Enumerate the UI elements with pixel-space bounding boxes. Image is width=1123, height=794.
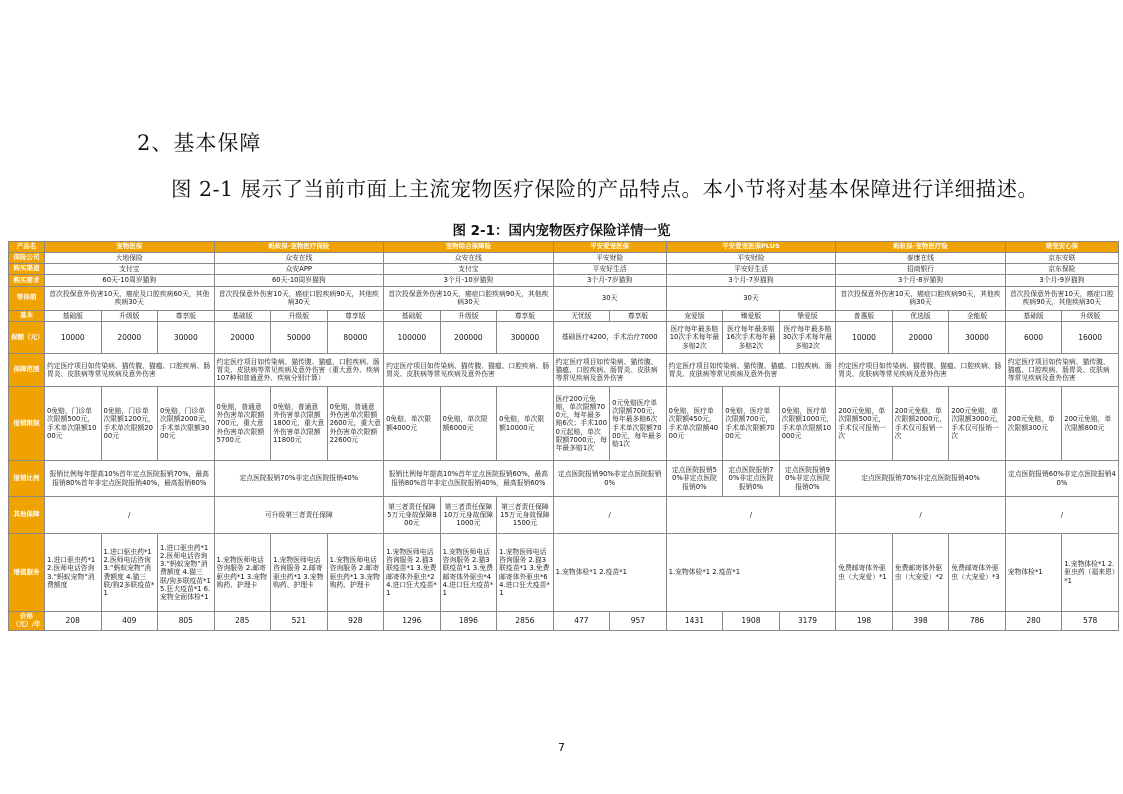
price-cell: 805 xyxy=(158,612,215,631)
limit-cell: 200元免赔，单次限额500元，手术仅可报销一次 xyxy=(836,387,893,461)
price-cell: 2856 xyxy=(497,612,554,631)
tier-cell: 升级版 xyxy=(271,310,328,321)
amount-cell: 基础医疗4200，手术治疗7000 xyxy=(553,322,666,354)
service-cell: 免费邮寄体外驱虫（大宠爱）*1 xyxy=(836,534,893,612)
label-ratio: 报销比例 xyxy=(9,461,45,497)
channel-cell: 支付宝 xyxy=(384,264,554,275)
price-cell: 208 xyxy=(45,612,102,631)
tier-cell: 尊享版 xyxy=(497,310,554,321)
amount-cell: 30000 xyxy=(158,322,215,354)
price-cell: 521 xyxy=(271,612,328,631)
tier-cell: 普惠版 xyxy=(836,310,893,321)
limit-cell: 200元免赔，单次限额800元 xyxy=(1062,387,1119,461)
label-amount: 保额（元） xyxy=(9,322,45,354)
price-cell: 285 xyxy=(214,612,271,631)
company-cell: 京东安联 xyxy=(1005,252,1118,263)
age-row xyxy=(9,275,1119,286)
product-name: 宠物医保 xyxy=(45,242,215,253)
waiting-cell: 首次投保意外伤害10天，癌症及口腔疾病60天，其他疾病30天 xyxy=(45,286,215,310)
label-price: 价格（元）/年 xyxy=(9,612,45,631)
amount-cell: 医疗每年最多赔16次手术每年最多赔2次 xyxy=(723,322,780,354)
label-company: 保险公司 xyxy=(9,252,45,263)
price-row xyxy=(9,612,1119,631)
other-cell: / xyxy=(666,497,836,534)
tier-cell: 基础版 xyxy=(45,310,102,321)
age-cell: 60天-10周岁猫狗 xyxy=(45,275,215,286)
age-cell: 60天-10周岁猫狗 xyxy=(214,275,384,286)
limit-cell: 0免赔，单次限额6000元 xyxy=(440,387,497,461)
tier-cell: 无忧版 xyxy=(553,310,610,321)
tier-cell: 升级版 xyxy=(440,310,497,321)
limit-cell: 0元免赔医疗单次限额700元，每年最多赔6次手术单次限额7000元，每年最多赔1次 xyxy=(610,387,667,461)
channel-cell: 平安好生活 xyxy=(553,264,666,275)
label-scope: 保障范围 xyxy=(9,354,45,387)
amount-cell: 10000 xyxy=(45,322,102,354)
other-cell: / xyxy=(836,497,1006,534)
limit-cell: 200元免赔，单次限额2000元，手术仅可报销一次 xyxy=(892,387,949,461)
other-cell: / xyxy=(553,497,666,534)
label-waiting: 等待期 xyxy=(9,286,45,310)
channel-cell: 支付宝 xyxy=(45,264,215,275)
table-caption: 图 2-1：国内宠物医疗保险详情一览 xyxy=(452,223,671,239)
other-cell: 可升级第三者责任保障 xyxy=(214,497,384,534)
service-cell: 免费邮寄体外驱虫（大宠爱）*3 xyxy=(949,534,1006,612)
limit-cell: 0免赔，医疗单次限额700元，手术单次限额7000元 xyxy=(723,387,780,461)
price-cell: 398 xyxy=(892,612,949,631)
price-cell: 578 xyxy=(1062,612,1119,631)
waiting-cell: 30天 xyxy=(666,286,836,310)
ratio-cell: 定点医院报销90%非定点医院报销0% xyxy=(779,461,836,497)
pet-insurance-table xyxy=(8,241,1119,631)
limit-cell: 0免赔，普通意外伤害单次限额1800元，重大意外伤害单次限额11800元 xyxy=(271,387,328,461)
service-cell: 1.宠物医师电话咨询服务 2.邮寄驱虫药*1 3.宠物购药、护理卡 xyxy=(327,534,384,612)
other-cell: / xyxy=(1005,497,1118,534)
company-row xyxy=(9,252,1119,263)
amount-cell: 30000 xyxy=(949,322,1006,354)
price-cell: 957 xyxy=(610,612,667,631)
product-name: 宠物综合保障险 xyxy=(384,242,554,253)
amount-row xyxy=(9,322,1119,354)
scope-cell: 约定医疗项目如传染病、猫传腹、猫瘟、口腔疾病、肠胃炎、皮肤病等常见疾病及意外伤害 xyxy=(666,354,836,387)
price-cell: 1431 xyxy=(666,612,723,631)
scope-cell: 约定医疗项目如传染病、猫传腹、猫瘟、口腔疾病、肠胃炎、皮肤病等常见疾病及意外伤害 xyxy=(45,354,215,387)
limit-cell: 医疗200元免赔，单次限额700元，每年最多赔6次；手术1000元起赔，单次限额7000元，每年最多赔1次 xyxy=(553,387,610,461)
amount-cell: 16000 xyxy=(1062,322,1119,354)
company-cell: 平安财险 xyxy=(553,252,666,263)
tier-cell: 尊享版 xyxy=(610,310,667,321)
other-cell: / xyxy=(45,497,215,534)
other-cell: 第三者责任保障15万元身故保障1500元 xyxy=(497,497,554,534)
waiting-cell: 首次投保意外伤害10天，癌症口腔疾病90天，其他疾病30天 xyxy=(836,286,1006,310)
amount-cell: 10000 xyxy=(836,322,893,354)
page-number: 7 xyxy=(558,741,565,754)
channel-cell: 众安APP xyxy=(214,264,384,275)
amount-cell: 100000 xyxy=(384,322,441,354)
label-service: 增值服务 xyxy=(9,534,45,612)
service-cell: 1.宠物医师电话咨询服务 2.猫3联疫苗*1 3.免费邮寄体外驱虫*4 4.进口狂犬疫苗*1 xyxy=(440,534,497,612)
age-cell: 3个月-9岁猫狗 xyxy=(1005,275,1118,286)
tier-cell: 基础版 xyxy=(1005,310,1062,321)
ratio-cell: 报销比例每年提高10%首年定点医院报销60%，最高报销80%首年非定点医院报销40%，最高报销60% xyxy=(384,461,554,497)
limit-cell: 0免赔，门诊单次限额500元，手术单次限额1000元 xyxy=(45,387,102,461)
price-cell: 409 xyxy=(101,612,158,631)
company-cell: 泰康在线 xyxy=(836,252,1006,263)
service-cell: 1.宠物医师电话咨询服务 2.邮寄驱虫药*1 3.宠物购药、护理卡 xyxy=(214,534,271,612)
limit-cell: 200元免赔，单次限额3000元，手术仅可报销一次 xyxy=(949,387,1006,461)
ratio-cell: 定点医院报销50%非定点医院报销0% xyxy=(666,461,723,497)
service-cell: 1.进口驱虫药*1 2.医师电话咨询 3.“蚂蚁宠物”消费额度 xyxy=(45,534,102,612)
channel-row xyxy=(9,264,1119,275)
service-cell: 1.宠物医师电话咨询服务 2.邮寄驱虫药*1 3.宠物购药、护理卡 xyxy=(271,534,328,612)
tier-cell: 臻爱版 xyxy=(723,310,780,321)
scope-cell: 约定医疗项目如传染病、猫传腹、猫瘟、口腔疾病、肠胃炎、皮肤病等常见疾病及意外伤害 xyxy=(1005,354,1118,387)
product-name: 蚂蚁保-宠物医疗险 xyxy=(836,242,1006,253)
product-name: 萌宠安心保 xyxy=(1005,242,1118,253)
ratio-cell: 报销比例每年提高10%首年定点医院报销70%，最高报销80%首年非定点医院报销40%，最高报销60% xyxy=(45,461,215,497)
label-age: 购买要求 xyxy=(9,275,45,286)
channel-cell: 招商银行 xyxy=(836,264,1006,275)
company-cell: 众安在线 xyxy=(214,252,384,263)
limit-row xyxy=(9,387,1119,461)
tier-cell: 升级版 xyxy=(1062,310,1119,321)
scope-cell: 约定医疗项目如传染病、猫传腹、猫瘟、口腔疾病、肠胃炎、皮肤病等常见疾病及意外伤害 xyxy=(553,354,666,387)
service-cell: 1.进口驱虫药*1 2.医师电话咨询 3.“蚂蚁宠物”消费额度 4.猫三联/狗2多联疫苗*1 xyxy=(101,534,158,612)
age-cell: 3个月-7岁猫狗 xyxy=(666,275,836,286)
product-name: 平安爱宠医保PLUS xyxy=(666,242,836,253)
product-name: 平安爱宠医保 xyxy=(553,242,666,253)
service-cell: 1.宠物医师电话咨询服务 2.猫3联疫苗*1 3.免费邮寄体外驱虫*6 4.进口狂犬疫苗*1 xyxy=(497,534,554,612)
tier-cell: 尊享版 xyxy=(158,310,215,321)
service-cell: 1.宠物体检*1 2.疫苗*1 xyxy=(666,534,836,612)
other-cell: 第三者责任保障10万元身故保障1000元 xyxy=(440,497,497,534)
price-cell: 1908 xyxy=(723,612,780,631)
other-cell: 第三者责任保障5万元身故保障800元 xyxy=(384,497,441,534)
ratio-row xyxy=(9,461,1119,497)
tier-cell: 基础版 xyxy=(384,310,441,321)
ratio-cell: 定点医院报销70%非定点医院报销40% xyxy=(214,461,384,497)
section-heading: 2、基本保障 xyxy=(137,131,262,155)
tier-cell: 升级版 xyxy=(101,310,158,321)
tier-cell: 优选版 xyxy=(892,310,949,321)
limit-cell: 0免赔，医疗单次限额1000元，手术单次限额10000元 xyxy=(779,387,836,461)
age-cell: 3个月-7岁猫狗 xyxy=(553,275,666,286)
waiting-cell: 首次投保意外伤害10天，癌症口腔疾病90天，其他疾病30天 xyxy=(384,286,554,310)
scope-cell: 约定医疗项目如传染病、猫传腹、猫瘟、口腔疾病、肠胃炎、皮肤病等常见疾病及意外伤害（重大意外、疾病107种和普通意外、疾病分别计算） xyxy=(214,354,384,387)
tier-cell: 基础版 xyxy=(214,310,271,321)
limit-cell: 0免赔，普通意外伤害单次限额2600元，重大意外伤害单次限额22600元 xyxy=(327,387,384,461)
price-cell: 1296 xyxy=(384,612,441,631)
service-cell: 宠物体检*1 xyxy=(1005,534,1062,612)
service-cell: 1.进口驱虫药*1 2.医师电话咨询 3.“蚂蚁宠物”消费额度 4.猫三联/狗多联疫苗*1 5.狂犬疫苗*1 6.宠物全面体检*1 xyxy=(158,534,215,612)
limit-cell: 0免赔，单次限额4000元 xyxy=(384,387,441,461)
limit-cell: 0免赔，门诊单次限额2000元，手术单次限额3000元 xyxy=(158,387,215,461)
price-cell: 198 xyxy=(836,612,893,631)
tier-cell: 挚爱版 xyxy=(779,310,836,321)
service-row xyxy=(9,534,1119,612)
amount-cell: 20000 xyxy=(101,322,158,354)
service-cell: 1.宠物医师电话咨询服务 2.猫3联疫苗*1 3.免费邮寄体外驱虫*2 4.进口狂犬疫苗*1 xyxy=(384,534,441,612)
scope-cell: 约定医疗项目如传染病、猫传腹、猫瘟、口腔疾病、肠胃炎、皮肤病等常见疾病及意外伤害 xyxy=(384,354,554,387)
amount-cell: 医疗每年最多赔30次手术每年最多赔2次 xyxy=(779,322,836,354)
amount-cell: 50000 xyxy=(271,322,328,354)
price-cell: 786 xyxy=(949,612,1006,631)
limit-cell: 200元免赔，单次限额300元 xyxy=(1005,387,1062,461)
price-cell: 928 xyxy=(327,612,384,631)
limit-cell: 0免赔，普通意外伤害单次限额700元，重大意外伤害单次限额5700元 xyxy=(214,387,271,461)
amount-cell: 医疗每年最多赔10次手术每年最多赔2次 xyxy=(666,322,723,354)
product-row xyxy=(9,242,1119,253)
other-row xyxy=(9,497,1119,534)
limit-cell: 0免赔，医疗单次限额450元，手术单次限额4000元 xyxy=(666,387,723,461)
label-basic: 基本 xyxy=(9,310,45,321)
amount-cell: 20000 xyxy=(892,322,949,354)
waiting-row xyxy=(9,286,1119,310)
intro-paragraph: 图 2-1 展示了当前市面上主流宠物医疗保险的产品特点。本小节将对基本保障进行详细描述。 xyxy=(171,177,1039,201)
channel-cell: 平安好生活 xyxy=(666,264,836,275)
waiting-cell: 首次投保意外伤害10天，癌症口腔疾病90天，其他疾病30天 xyxy=(214,286,384,310)
channel-cell: 京东保险 xyxy=(1005,264,1118,275)
limit-cell: 0免赔，单次限额10000元 xyxy=(497,387,554,461)
price-cell: 3179 xyxy=(779,612,836,631)
label-product: 产品名 xyxy=(9,242,45,253)
service-cell: 免费邮寄体外驱虫（大宠爱）*2 xyxy=(892,534,949,612)
label-limit: 报销限制 xyxy=(9,387,45,461)
price-cell: 280 xyxy=(1005,612,1062,631)
ratio-cell: 定点医院报销60%非定点医院报销40% xyxy=(1005,461,1118,497)
company-cell: 平安财险 xyxy=(666,252,836,263)
amount-cell: 20000 xyxy=(214,322,271,354)
age-cell: 3个月-10岁猫狗 xyxy=(384,275,554,286)
amount-cell: 80000 xyxy=(327,322,384,354)
company-cell: 大地保险 xyxy=(45,252,215,263)
limit-cell: 0免赔，门诊单次限额1200元，手术单次限额2000元 xyxy=(101,387,158,461)
service-cell: 1.宠物体检*1 2.驱虫药（福来恩）*1 xyxy=(1062,534,1119,612)
service-cell: 1.宠物体检*1 2.疫苗*1 xyxy=(553,534,666,612)
amount-cell: 200000 xyxy=(440,322,497,354)
price-cell: 1896 xyxy=(440,612,497,631)
label-channel: 购买渠道 xyxy=(9,264,45,275)
waiting-cell: 30天 xyxy=(553,286,666,310)
amount-cell: 300000 xyxy=(497,322,554,354)
ratio-cell: 定点医院报销70%非定点医院报销0% xyxy=(723,461,780,497)
amount-cell: 6000 xyxy=(1005,322,1062,354)
waiting-cell: 首次投保意外伤害10天，癌症口腔疾病90天，其他疾病30天 xyxy=(1005,286,1118,310)
scope-row xyxy=(9,354,1119,387)
tier-cell: 全能版 xyxy=(949,310,1006,321)
tier-cell: 宠爱版 xyxy=(666,310,723,321)
product-name: 蚂蚁保-宠物医疗保险 xyxy=(214,242,384,253)
tier-cell: 尊享版 xyxy=(327,310,384,321)
label-other: 其他保障 xyxy=(9,497,45,534)
age-cell: 3个月-8岁猫狗 xyxy=(836,275,1006,286)
ratio-cell: 定点医院报销90%非定点医院报销0% xyxy=(553,461,666,497)
company-cell: 众安在线 xyxy=(384,252,554,263)
ratio-cell: 定点医院报销70%非定点医院报销40% xyxy=(836,461,1006,497)
tier-row xyxy=(9,310,1119,321)
scope-cell: 约定医疗项目如传染病、猫传腹、猫瘟、口腔疾病、肠胃炎、皮肤病等常见疾病及意外伤害 xyxy=(836,354,1006,387)
price-cell: 477 xyxy=(553,612,610,631)
